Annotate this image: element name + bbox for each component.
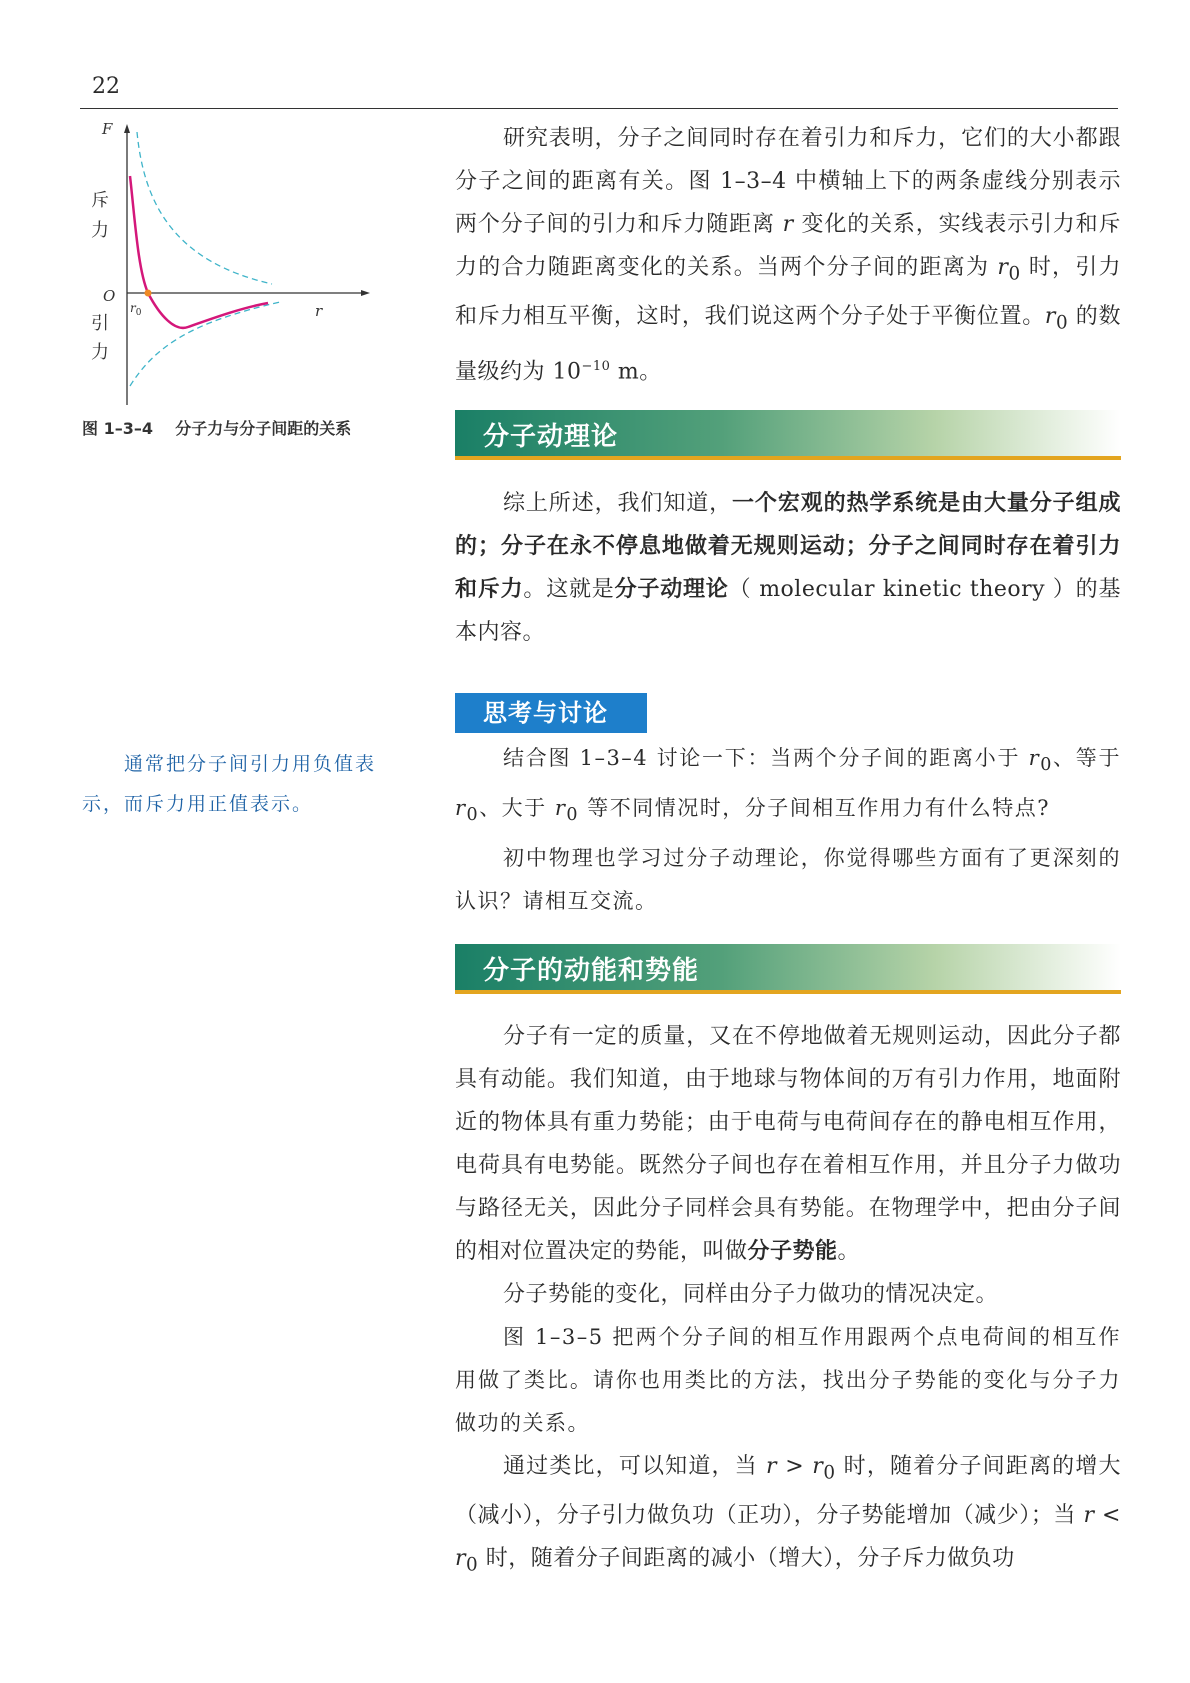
discussion-label: 思考与讨论 (455, 693, 647, 733)
energy-paragraph-3: 图 1–3–5 把两个分子间的相互作用跟两个点电荷间的相互作用做了类比。请你也用类比的方法，找出分子势能的变化与分子力做功的关系。 (455, 1325, 1121, 1435)
intro-paragraph: 研究表明，分子之间同时存在着引力和斥力，它们的大小都跟分子之间的距离有关。图 1–3–4 中横轴上下的两条虚线分别表示两个分子间的引力和斥力随距离 r 变化的关系，实线表示引力和斥力的合力随距离变化的关系。当两个分子间的距离为 $r_0$ 时，引力和斥力相互平衡，这时，我们说这两个分子处于平衡位置。$r_0$ 的数量级约为 $10^{-10}$ m。 (455, 126, 1122, 385)
repulsion-label-1: 斥 (91, 190, 109, 211)
energy-text (455, 1015, 1121, 1587)
side-note: 通常把分子间引力用负值表示，而斥力用正值表示。 (82, 753, 377, 815)
section-heading-kinetic-theory: 分子动理论 (455, 410, 1121, 460)
header-rule (80, 108, 1118, 109)
figure-caption: 图 1–3–4 分子力与分子间距的关系 (82, 419, 352, 438)
x-axis-arrow (361, 290, 370, 296)
intro-text (455, 117, 1121, 393)
x-axis-label: r (315, 302, 323, 320)
attraction-label-2: 力 (91, 342, 109, 363)
r0-label: $r_0$ (130, 301, 142, 318)
discussion-paragraph-2: 初中物理也学习过分子动理论，你觉得哪些方面有了更深刻的认识？请相互交流。 (455, 846, 1121, 914)
energy-paragraph-4: 通过类比，可以知道，当 $r > r_0$ 时，随着分子间距离的增大（减小），分子引力做负功（正功），分子势能增加（减少）；当 $r < r_0$ 时，随着分子间距离的减小（增大），分子斥力做负功 (455, 1454, 1121, 1576)
kinetic-theory-paragraph: 综上所述，我们知道，一个宏观的热学系统是由大量分子组成的；分子在永不停息地做着无规则运动；分子之间同时存在着引力和斥力。这就是分子动理论（ molecular kinetic theory ）的基本内容。 (455, 491, 1121, 645)
discussion-paragraph-1: 结合图 1–3–4 讨论一下：当两个分子间的距离小于 $r_0$、等于 $r_0$、大于 $r_0$ 等不同情况时，分子间相互作用力有什么特点? (455, 746, 1122, 826)
page-number: 22 (92, 74, 120, 99)
attraction-dashed-curve (130, 302, 280, 386)
discussion-text (455, 737, 1121, 923)
repulsion-label-2: 力 (91, 220, 109, 241)
force-distance-figure (80, 120, 380, 420)
energy-paragraph-2: 分子势能的变化，同样由分子力做功的情况决定。 (503, 1282, 999, 1307)
y-axis-label: F (102, 120, 113, 138)
energy-paragraph-1: 分子有一定的质量，又在不停地做着无规则运动，因此分子都具有动能。我们知道，由于地球与物体间的万有引力作用，地面附近的物体具有重力势能；由于电荷与电荷间存在的静电相互作用，电荷具有电势能。既然分子间也存在着相互作用，并且分子力做功与路径无关，因此分子同样会具有势能。在物理学中，把由分子间的相对位置决定的势能，叫做分子势能。 (455, 1024, 1121, 1264)
y-axis-arrow (124, 124, 130, 133)
net-force-curve (130, 176, 268, 328)
origin-label: O (103, 287, 116, 305)
kinetic-theory-text (455, 482, 1121, 654)
section-heading-energy: 分子的动能和势能 (455, 944, 1121, 994)
repulsion-dashed-curve (137, 132, 272, 284)
attraction-label-1: 引 (91, 313, 109, 334)
equilibrium-point (145, 290, 152, 297)
